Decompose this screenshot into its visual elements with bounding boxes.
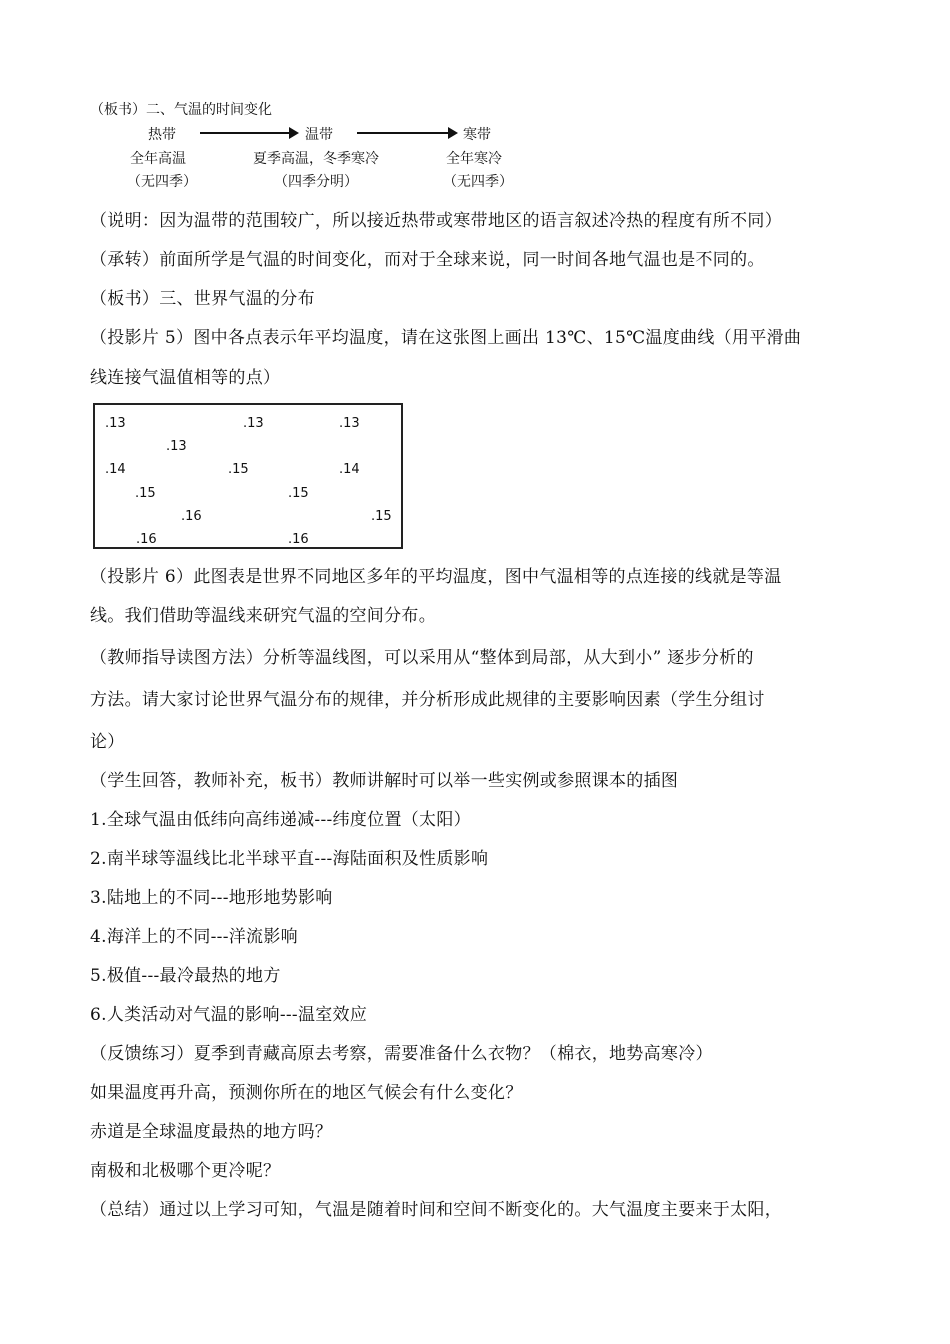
para-method-line2: 方法。请大家讨论世界气温分布的规律，并分析形成此规律的主要影响因素（学生分组讨 (90, 690, 765, 710)
para-question: 如果温度再升高，预测你所在的地区气候会有什么变化？ (90, 1083, 523, 1103)
list-item: 5.极值---最冷最热的地方 (90, 966, 281, 986)
arrow-right-icon (200, 132, 290, 134)
map-point: .13 (166, 439, 187, 454)
zone-tropical-note: （无四季） (127, 174, 197, 190)
map-point: .13 (339, 416, 360, 431)
zone-frigid-note: （无四季） (443, 174, 513, 190)
map-point: .13 (105, 416, 126, 431)
zone-temperate-name: 温带 (305, 127, 333, 143)
zone-frigid-name: 寒带 (463, 127, 491, 143)
zone-frigid-desc: 全年寒冷 (446, 151, 502, 167)
map-point: .15 (371, 509, 392, 524)
para-slide6-line2: 线。我们借助等温线来研究气温的空间分布。 (90, 606, 436, 626)
map-point: .14 (339, 462, 360, 477)
map-point: .16 (136, 532, 157, 547)
list-item: 6.人类活动对气温的影响---温室效应 (90, 1005, 368, 1025)
para-question: 南极和北极哪个更冷呢？ (90, 1161, 281, 1181)
list-item: 1.全球气温由低纬向高纬递减---纬度位置（太阳） (90, 810, 471, 830)
para-feedback: （反馈练习）夏季到青藏高原去考察，需要准备什么衣物？（棉衣，地势高寒冷） (90, 1044, 713, 1064)
para-method-line1: （教师指导读图方法）分析等温线图，可以采用从“整体到局部，从大到小” 逐步分析的 (90, 648, 754, 668)
para-question: 赤道是全球温度最热的地方吗？ (90, 1122, 333, 1142)
map-point: .16 (288, 532, 309, 547)
zone-temperate-note: （四季分明） (274, 174, 358, 190)
para-answers: （学生回答，教师补充，板书）教师讲解时可以举一些实例或参照课本的插图 (90, 771, 679, 791)
map-point: .16 (181, 509, 202, 524)
para-transition: （承转）前面所学是气温的时间变化，而对于全球来说，同一时间各地气温也是不同的。 (90, 250, 765, 270)
para-method-line3: 论） (90, 732, 125, 752)
list-item: 3.陆地上的不同---地形地势影响 (90, 888, 333, 908)
zone-temperate-desc: 夏季高温，冬季寒冷 (253, 151, 379, 167)
list-item: 2.南半球等温线比北半球平直---海陆面积及性质影响 (90, 849, 489, 869)
map-point: .15 (288, 486, 309, 501)
temperature-point-map (93, 403, 403, 549)
list-item: 4.海洋上的不同---洋流影响 (90, 927, 298, 947)
zone-tropical-desc: 全年高温 (130, 151, 186, 167)
para-slide5-line2: 线连接气温值相等的点） (90, 368, 281, 388)
para-explanation: （说明：因为温带的范围较广，所以接近热带或寒带地区的语言叙述冷热的程度有所不同） (90, 211, 782, 231)
map-point: .13 (243, 416, 264, 431)
map-point: .14 (105, 462, 126, 477)
para-slide5-line1: （投影片 5）图中各点表示年平均温度，请在这张图上画出 13℃、15℃温度曲线（用平滑曲 (90, 328, 802, 348)
map-point: .15 (135, 486, 156, 501)
zone-tropical-name: 热带 (148, 127, 176, 143)
para-summary: （总结）通过以上学习可知，气温是随着时间和空间不断变化的。大气温度主要来于太阳， (90, 1200, 782, 1220)
arrow-right-icon (357, 132, 449, 134)
board-heading: （板书）二、气温的时间变化 (90, 102, 272, 118)
para-slide6-line1: （投影片 6）此图表是世界不同地区多年的平均温度，图中气温相等的点连接的线就是等温 (90, 567, 782, 587)
para-board-3: （板书）三、世界气温的分布 (90, 289, 315, 309)
map-point: .15 (228, 462, 249, 477)
